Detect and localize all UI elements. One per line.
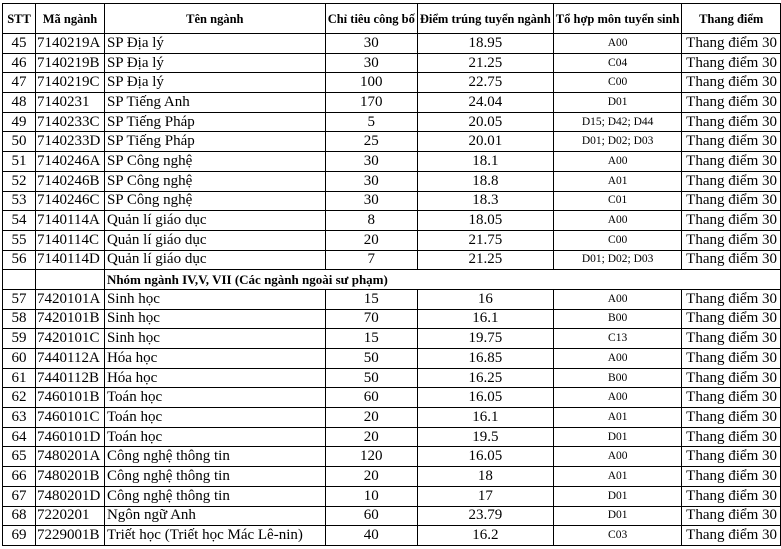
cell-scale: Thang điểm 30 — [682, 506, 781, 526]
cell-combo: A01 — [553, 171, 682, 191]
cell-name: Sinh học — [104, 289, 325, 309]
cell-score: 20.05 — [417, 112, 553, 132]
table-row — [3, 53, 781, 73]
header-stt: STT — [3, 4, 36, 34]
cell-stt: 66 — [3, 467, 36, 487]
cell-scale: Thang điểm 30 — [682, 289, 781, 309]
cell-scale: Thang điểm 30 — [682, 329, 781, 349]
cell-code: 7460101D — [36, 427, 105, 447]
cell-code: 7460101B — [36, 388, 105, 408]
table-row — [3, 368, 781, 388]
cell-quota: 60 — [325, 506, 417, 526]
cell-stt: 55 — [3, 230, 36, 250]
table-row — [3, 486, 781, 506]
cell-code: 7140219B — [36, 53, 105, 73]
cell-name: SP Địa lý — [104, 53, 325, 73]
cell-scale: Thang điểm 30 — [682, 230, 781, 250]
cell-stt: 47 — [3, 73, 36, 93]
cell-name: SP Công nghệ — [104, 152, 325, 172]
cell-name: SP Tiếng Anh — [104, 93, 325, 113]
cell-quota: 60 — [325, 388, 417, 408]
table-header — [3, 4, 781, 34]
cell-quota: 30 — [325, 171, 417, 191]
cell-name: SP Địa lý — [104, 73, 325, 93]
table-row — [3, 427, 781, 447]
cell-name: SP Địa lý — [104, 34, 325, 54]
table-row — [3, 408, 781, 428]
cell-quota: 70 — [325, 309, 417, 329]
table-row — [3, 73, 781, 93]
cell-scale: Thang điểm 30 — [682, 53, 781, 73]
cell-score: 16 — [417, 289, 553, 309]
cell-quota: 20 — [325, 427, 417, 447]
cell-scale: Thang điểm 30 — [682, 349, 781, 369]
empty-cell — [36, 270, 105, 290]
cell-name: SP Tiếng Pháp — [104, 132, 325, 152]
cell-combo: D01; D02; D03 — [553, 250, 682, 270]
cell-stt: 59 — [3, 329, 36, 349]
cell-score: 18.95 — [417, 34, 553, 54]
cell-name: Hóa học — [104, 368, 325, 388]
cell-code: 7229001B — [36, 526, 105, 546]
cell-code: 7140114A — [36, 211, 105, 231]
cell-stt: 46 — [3, 53, 36, 73]
cell-combo: A00 — [553, 447, 682, 467]
table-row — [3, 388, 781, 408]
cell-combo: C00 — [553, 230, 682, 250]
cell-code: 7140246A — [36, 152, 105, 172]
cell-quota: 100 — [325, 73, 417, 93]
cell-quota: 8 — [325, 211, 417, 231]
cell-code: 7440112B — [36, 368, 105, 388]
cell-quota: 40 — [325, 526, 417, 546]
cell-combo: C01 — [553, 191, 682, 211]
cell-code: 7140231 — [36, 93, 105, 113]
cell-combo: A01 — [553, 467, 682, 487]
cell-quota: 30 — [325, 191, 417, 211]
cell-name: Quản lí giáo dục — [104, 230, 325, 250]
table-row — [3, 447, 781, 467]
cell-scale: Thang điểm 30 — [682, 93, 781, 113]
cell-stt: 67 — [3, 486, 36, 506]
cell-combo: C00 — [553, 73, 682, 93]
cell-score: 18 — [417, 467, 553, 487]
cell-scale: Thang điểm 30 — [682, 368, 781, 388]
cell-stt: 68 — [3, 506, 36, 526]
cell-quota: 50 — [325, 368, 417, 388]
cell-quota: 120 — [325, 447, 417, 467]
header-code: Mã ngành — [36, 4, 105, 34]
cell-code: 7140246B — [36, 171, 105, 191]
table-row — [3, 526, 781, 546]
cell-code: 7220201 — [36, 506, 105, 526]
cell-scale: Thang điểm 30 — [682, 211, 781, 231]
table-row — [3, 132, 781, 152]
cell-stt: 61 — [3, 368, 36, 388]
cell-stt: 52 — [3, 171, 36, 191]
cell-code: 7420101A — [36, 289, 105, 309]
cell-combo: A00 — [553, 211, 682, 231]
cell-score: 18.8 — [417, 171, 553, 191]
table-row — [3, 93, 781, 113]
cell-combo: A00 — [553, 152, 682, 172]
cell-scale: Thang điểm 30 — [682, 408, 781, 428]
cell-name: SP Công nghệ — [104, 191, 325, 211]
cell-code: 7140219C — [36, 73, 105, 93]
cell-scale: Thang điểm 30 — [682, 191, 781, 211]
cell-score: 16.1 — [417, 309, 553, 329]
cell-name: SP Công nghệ — [104, 171, 325, 191]
cell-combo: D01; D02; D03 — [553, 132, 682, 152]
cell-code: 7140233D — [36, 132, 105, 152]
cell-combo: A00 — [553, 388, 682, 408]
cell-code: 7480201B — [36, 467, 105, 487]
cell-name: Sinh học — [104, 309, 325, 329]
cell-name: Công nghệ thông tin — [104, 486, 325, 506]
table-row — [3, 211, 781, 231]
cell-code: 7460101C — [36, 408, 105, 428]
table-body — [3, 34, 781, 546]
header-name: Tên ngành — [104, 4, 325, 34]
cell-stt: 56 — [3, 250, 36, 270]
cell-score: 16.85 — [417, 349, 553, 369]
cell-stt: 51 — [3, 152, 36, 172]
group-label: Nhóm ngành IV,V, VII (Các ngành ngoài sư phạm) — [104, 270, 780, 290]
cell-quota: 7 — [325, 250, 417, 270]
cell-code: 7420101B — [36, 309, 105, 329]
cell-score: 20.01 — [417, 132, 553, 152]
cell-combo: A00 — [553, 34, 682, 54]
table-row — [3, 250, 781, 270]
cell-combo: C03 — [553, 526, 682, 546]
table-row — [3, 289, 781, 309]
header-combo: Tổ hợp môn tuyển sinh — [553, 4, 682, 34]
cell-score: 22.75 — [417, 73, 553, 93]
cell-combo: C13 — [553, 329, 682, 349]
cell-stt: 58 — [3, 309, 36, 329]
header-quota: Chỉ tiêu công bố — [325, 4, 417, 34]
cell-name: Toán học — [104, 388, 325, 408]
cell-quota: 30 — [325, 53, 417, 73]
cell-name: Ngôn ngữ Anh — [104, 506, 325, 526]
cell-code: 7420101C — [36, 329, 105, 349]
table-row — [3, 349, 781, 369]
cell-score: 18.3 — [417, 191, 553, 211]
table-row — [3, 506, 781, 526]
empty-cell — [3, 270, 36, 290]
cell-stt: 53 — [3, 191, 36, 211]
cell-code: 7140233C — [36, 112, 105, 132]
cell-scale: Thang điểm 30 — [682, 467, 781, 487]
cell-code: 7140246C — [36, 191, 105, 211]
header-score: Điểm trúng tuyển ngành — [417, 4, 553, 34]
cell-quota: 5 — [325, 112, 417, 132]
cell-score: 16.1 — [417, 408, 553, 428]
cell-score: 16.05 — [417, 388, 553, 408]
cell-scale: Thang điểm 30 — [682, 427, 781, 447]
cell-score: 18.1 — [417, 152, 553, 172]
cell-score: 18.05 — [417, 211, 553, 231]
cell-combo: B00 — [553, 368, 682, 388]
cell-scale: Thang điểm 30 — [682, 152, 781, 172]
cell-name: Triết học (Triết học Mác Lê-nin) — [104, 526, 325, 546]
cell-stt: 60 — [3, 349, 36, 369]
table-row — [3, 329, 781, 349]
cell-scale: Thang điểm 30 — [682, 526, 781, 546]
cell-combo: D01 — [553, 486, 682, 506]
table-row — [3, 34, 781, 54]
cell-score: 19.75 — [417, 329, 553, 349]
cell-combo: C04 — [553, 53, 682, 73]
cell-combo: D15; D42; D44 — [553, 112, 682, 132]
cell-scale: Thang điểm 30 — [682, 132, 781, 152]
cell-stt: 54 — [3, 211, 36, 231]
cell-quota: 30 — [325, 34, 417, 54]
cell-name: SP Tiếng Pháp — [104, 112, 325, 132]
cell-stt: 50 — [3, 132, 36, 152]
cell-code: 7480201D — [36, 486, 105, 506]
cell-code: 7440112A — [36, 349, 105, 369]
cell-name: Sinh học — [104, 329, 325, 349]
cell-quota: 15 — [325, 329, 417, 349]
cell-code: 7140219A — [36, 34, 105, 54]
cell-score: 21.25 — [417, 53, 553, 73]
cell-score: 16.05 — [417, 447, 553, 467]
cell-score: 21.25 — [417, 250, 553, 270]
table-row — [3, 309, 781, 329]
cell-name: Công nghệ thông tin — [104, 447, 325, 467]
table-row — [3, 112, 781, 132]
cell-quota: 20 — [325, 467, 417, 487]
cell-combo: B00 — [553, 309, 682, 329]
cell-combo: A00 — [553, 289, 682, 309]
cell-code: 7140114D — [36, 250, 105, 270]
cell-score: 19.5 — [417, 427, 553, 447]
table-row — [3, 171, 781, 191]
cell-stt: 49 — [3, 112, 36, 132]
table-row — [3, 152, 781, 172]
cell-name: Quản lí giáo dục — [104, 211, 325, 231]
cell-stt: 48 — [3, 93, 36, 113]
cell-name: Hóa học — [104, 349, 325, 369]
cell-quota: 20 — [325, 230, 417, 250]
cell-quota: 15 — [325, 289, 417, 309]
cell-stt: 63 — [3, 408, 36, 428]
cell-name: Toán học — [104, 427, 325, 447]
cell-scale: Thang điểm 30 — [682, 486, 781, 506]
cell-combo: D01 — [553, 427, 682, 447]
table-row — [3, 191, 781, 211]
cell-quota: 10 — [325, 486, 417, 506]
cell-stt: 62 — [3, 388, 36, 408]
table-row — [3, 467, 781, 487]
cell-stt: 64 — [3, 427, 36, 447]
cell-quota: 25 — [325, 132, 417, 152]
cell-scale: Thang điểm 30 — [682, 112, 781, 132]
cell-score: 17 — [417, 486, 553, 506]
cell-scale: Thang điểm 30 — [682, 73, 781, 93]
cell-stt: 45 — [3, 34, 36, 54]
cell-score: 21.75 — [417, 230, 553, 250]
cell-combo: A01 — [553, 408, 682, 428]
group-row — [3, 270, 781, 290]
cell-scale: Thang điểm 30 — [682, 388, 781, 408]
cell-quota: 170 — [325, 93, 417, 113]
cell-combo: D01 — [553, 93, 682, 113]
table-row — [3, 230, 781, 250]
cell-name: Toán học — [104, 408, 325, 428]
admission-table — [2, 3, 781, 546]
cell-combo: D01 — [553, 506, 682, 526]
header-scale: Thang điểm — [682, 4, 781, 34]
cell-scale: Thang điểm 30 — [682, 309, 781, 329]
cell-code: 7140114C — [36, 230, 105, 250]
cell-score: 23.79 — [417, 506, 553, 526]
cell-stt: 65 — [3, 447, 36, 467]
cell-scale: Thang điểm 30 — [682, 34, 781, 54]
cell-score: 16.2 — [417, 526, 553, 546]
cell-score: 16.25 — [417, 368, 553, 388]
cell-quota: 20 — [325, 408, 417, 428]
cell-scale: Thang điểm 30 — [682, 250, 781, 270]
cell-scale: Thang điểm 30 — [682, 171, 781, 191]
cell-name: Quản lí giáo dục — [104, 250, 325, 270]
cell-name: Công nghệ thông tin — [104, 467, 325, 487]
cell-combo: A00 — [553, 349, 682, 369]
cell-code: 7480201A — [36, 447, 105, 467]
cell-quota: 50 — [325, 349, 417, 369]
cell-score: 24.04 — [417, 93, 553, 113]
cell-quota: 30 — [325, 152, 417, 172]
cell-stt: 57 — [3, 289, 36, 309]
header-row — [3, 4, 781, 34]
cell-scale: Thang điểm 30 — [682, 447, 781, 467]
cell-stt: 69 — [3, 526, 36, 546]
